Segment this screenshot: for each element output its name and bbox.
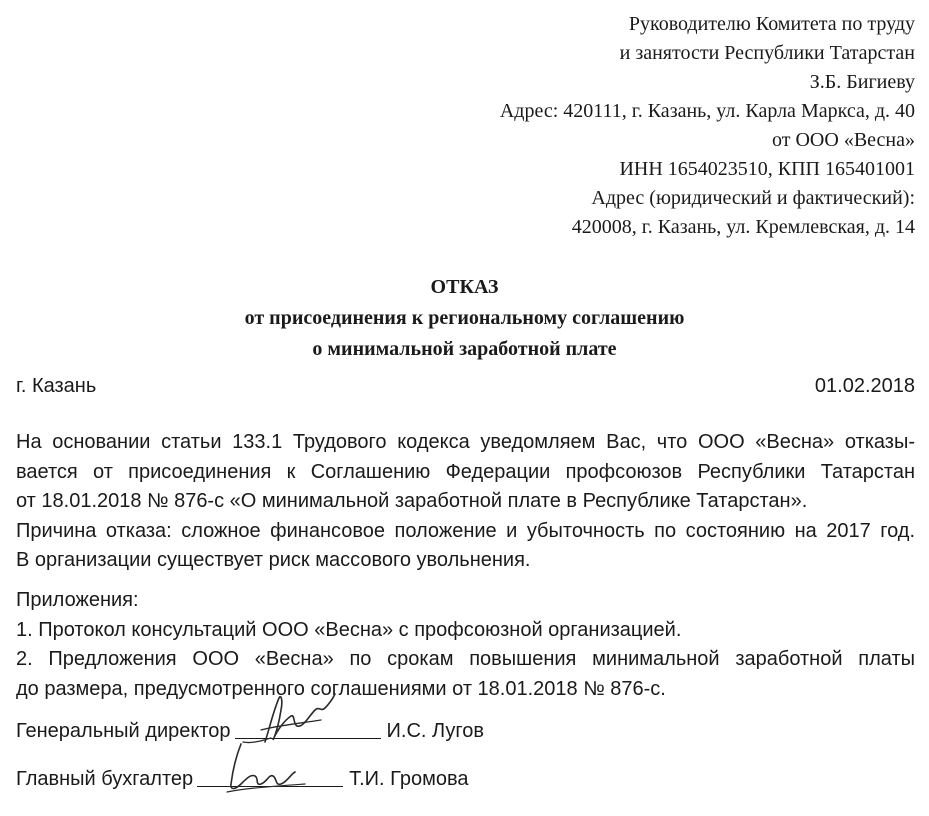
addressee-line: и занятости Республики Татарстан xyxy=(619,42,915,64)
body-line: На основании статьи 133.1 Трудового кодекса уведомляем Вас, что ООО «Весна» отказы- xyxy=(16,431,915,453)
attachment-item: до размера, предусмотренного соглашениями от 18.01.2018 № 876-с. xyxy=(16,677,666,700)
addressee-line: ИНН 1654023510, КПП 165401001 xyxy=(619,158,915,180)
title-line: от присоединения к региональному соглашению xyxy=(244,307,685,329)
attachment-item: 1. Протокол консультаций ООО «Весна» с профсоюзной организацией. xyxy=(16,618,682,641)
signature-line xyxy=(197,764,343,787)
signature-name: Т.И. Громова xyxy=(349,768,469,790)
addressee-line: Адрес: 420111, г. Казань, ул. Карла Маркса, д. 40 xyxy=(499,100,915,122)
place-date-row xyxy=(16,372,915,401)
addressee-line: З.Б. Бигиеву xyxy=(809,71,915,93)
place: г. Казань xyxy=(16,375,97,397)
signature-role: Генеральный директор xyxy=(16,720,231,742)
signature-row-accountant xyxy=(16,764,469,791)
signature-role: Главный бухгалтер xyxy=(16,768,194,790)
date: 01.02.2018 xyxy=(814,375,915,397)
addressee-block xyxy=(500,10,915,242)
title-heading: ОТКАЗ xyxy=(430,276,499,298)
body-text xyxy=(16,428,915,576)
addressee-line: Адрес (юридический и фактический): xyxy=(591,187,915,209)
body-line: вается от присоединения к Соглашению Федерации профсоюзов Республики Татарстан xyxy=(16,460,915,483)
body-line: от 18.01.2018 № 876-с «О минимальной заработной плате в Республике Татарстан». xyxy=(16,490,808,512)
signature-icon xyxy=(197,734,317,796)
signature-name: И.С. Лугов xyxy=(386,720,484,742)
addressee-line: от ООО «Весна» xyxy=(772,129,915,151)
attachment-item: 2. Предложения ООО «Весна» по срокам повышения минимальной заработной платы xyxy=(16,648,915,670)
title-line: о минимальной заработной плате xyxy=(312,338,617,360)
addressee-line: Руководителю Комитета по труду xyxy=(628,13,915,35)
body-line: В организации существует риск массового увольнения. xyxy=(16,549,531,571)
document-title xyxy=(0,272,929,365)
attachments-header: Приложения: xyxy=(16,589,139,611)
addressee-line: 420008, г. Казань, ул. Кремлевская, д. 14 xyxy=(571,216,915,238)
attachments-block xyxy=(16,586,915,704)
body-line: Причина отказа: сложное финансовое положение и убыточность по состоянию на 2017 год. xyxy=(16,519,915,542)
